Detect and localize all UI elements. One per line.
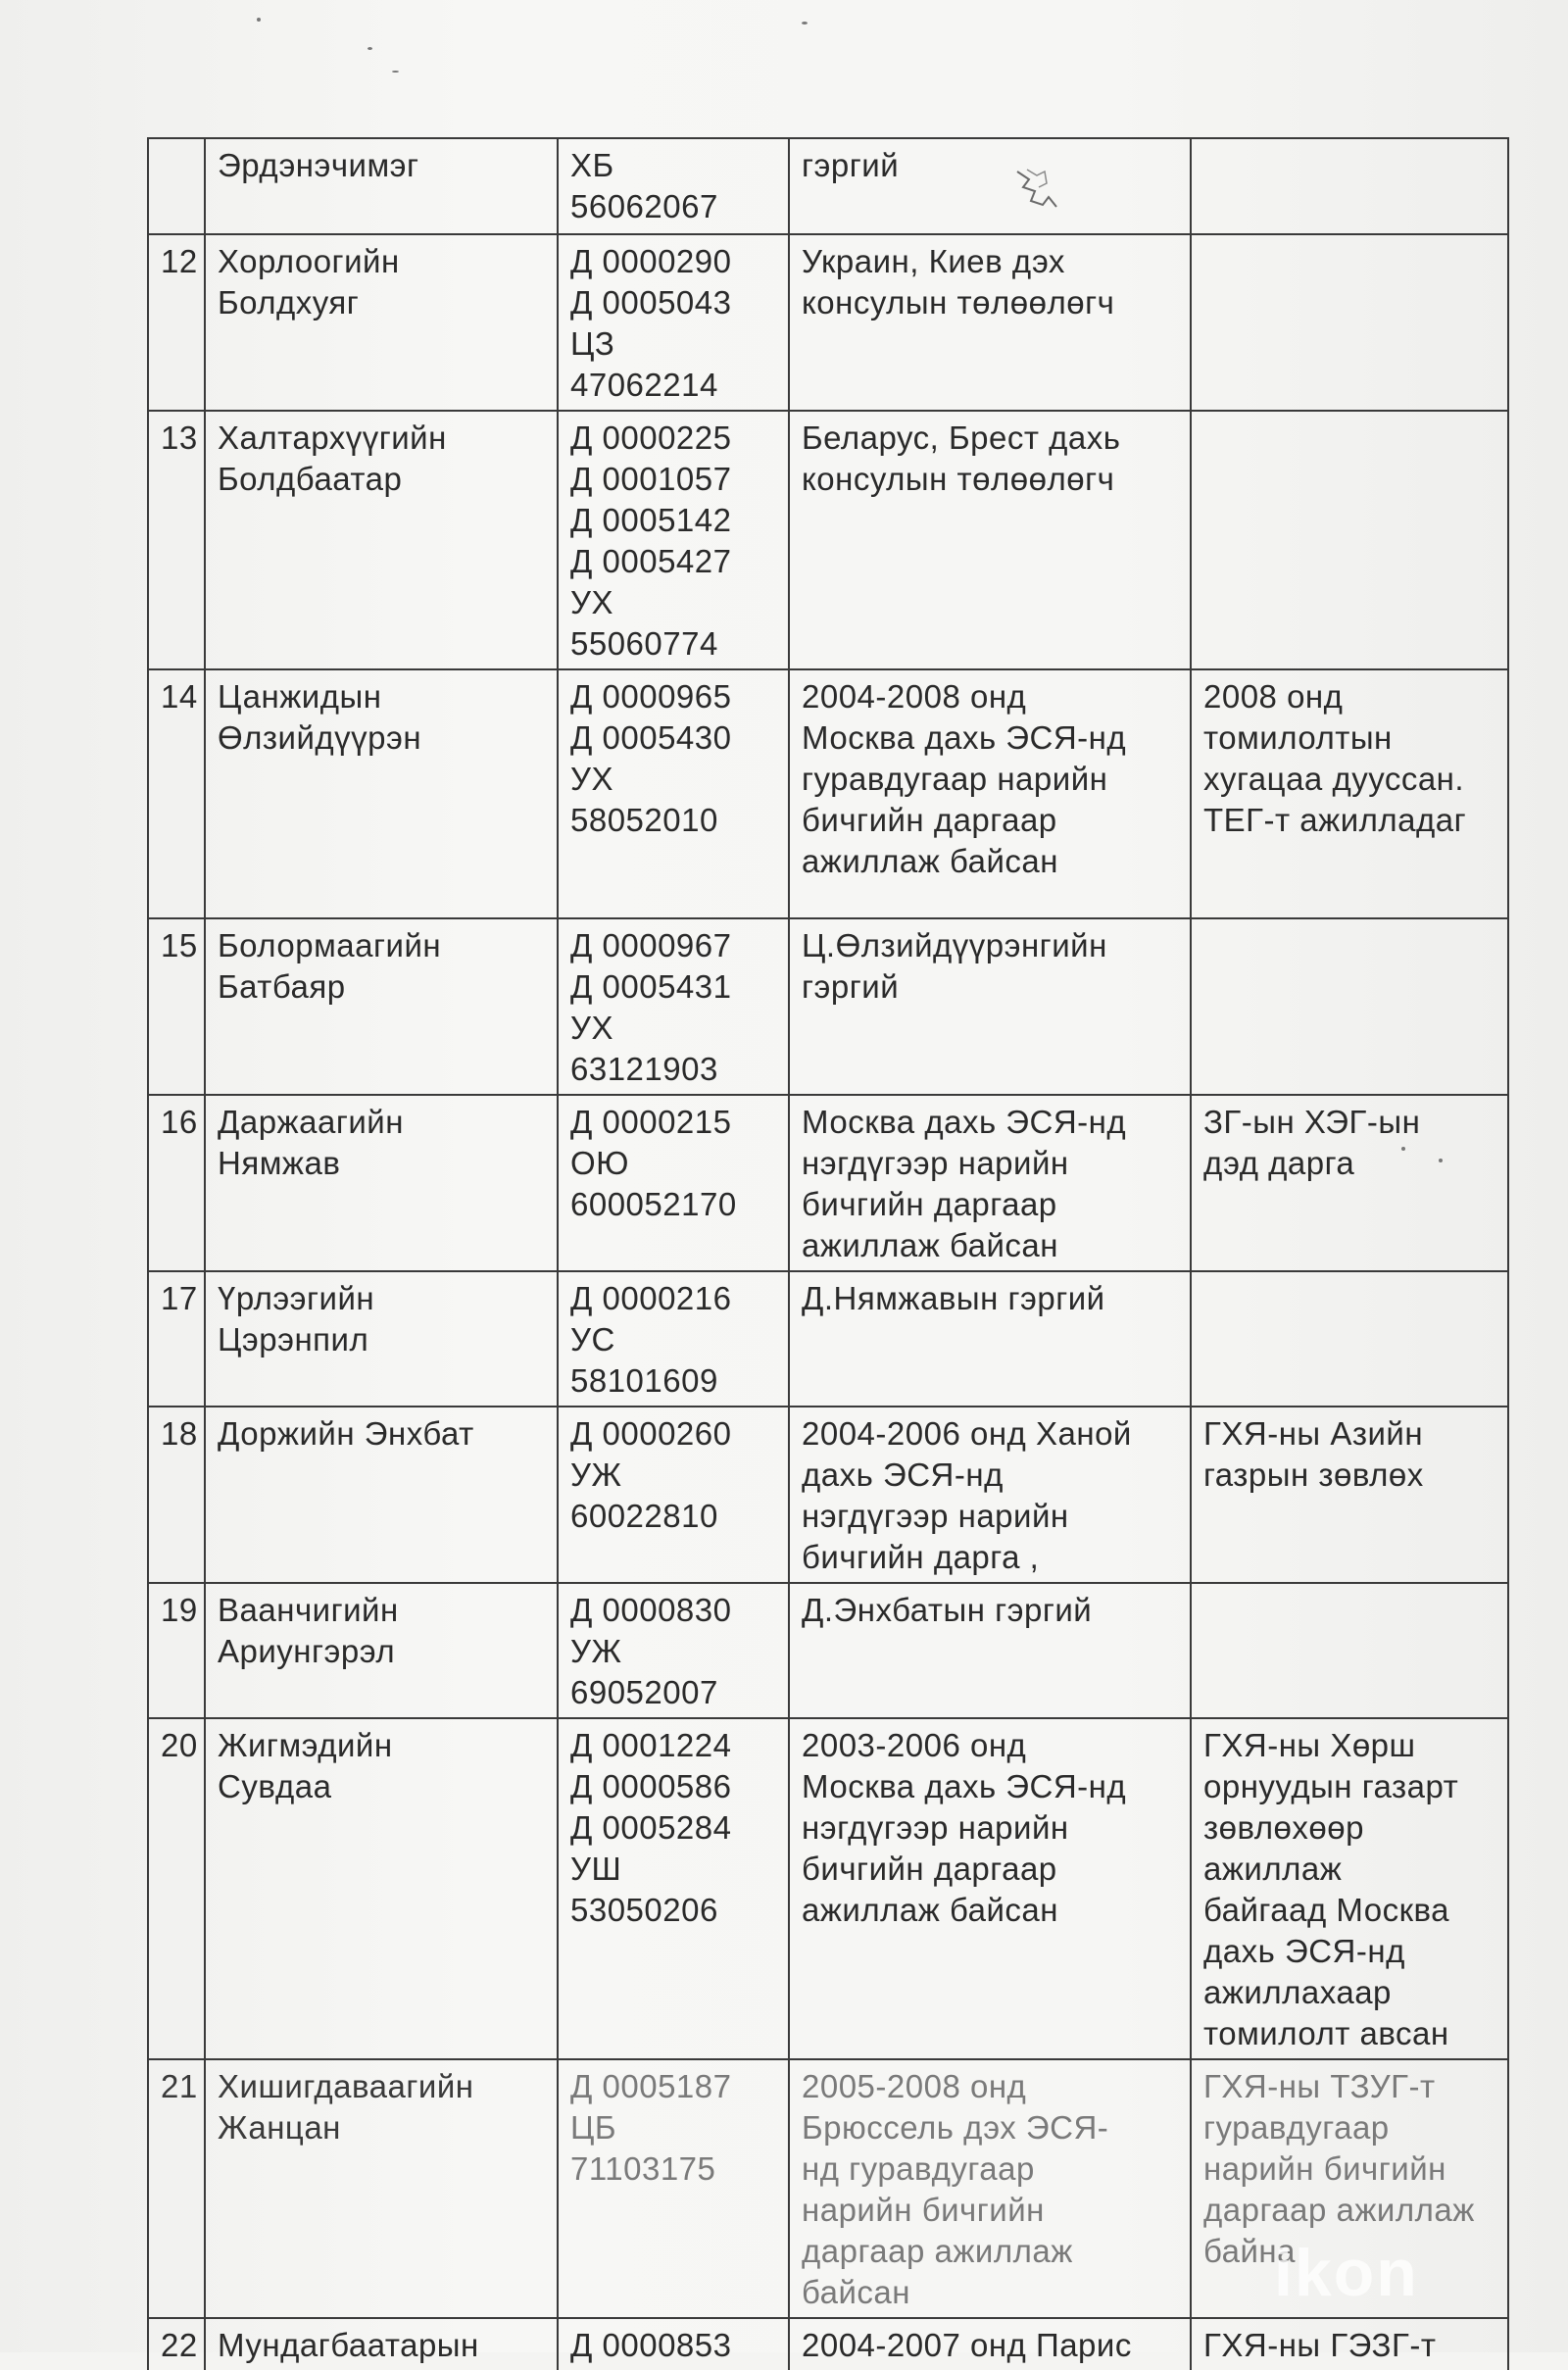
row-number-cell xyxy=(148,411,205,669)
cell-text-line: ажиллаж байсан xyxy=(802,843,1058,879)
position-cell xyxy=(789,1095,1191,1271)
cell-text-line: 47062214 xyxy=(570,367,718,403)
cell-text-line: Москва дахь ЭСЯ-нд xyxy=(802,1768,1127,1804)
cell-text-line: гэргий xyxy=(802,147,900,183)
cell-text-line: Цанжидын xyxy=(218,678,382,715)
cell-text-line: УЖ xyxy=(570,1457,622,1493)
cell-text-line: Д 0005284 xyxy=(570,1809,732,1846)
scan-speck xyxy=(392,71,399,73)
cell-text-line: ТЕГ-т ажилладаг xyxy=(1203,802,1467,838)
document-number-cell xyxy=(558,1271,789,1407)
cell-text-line: Нямжав xyxy=(218,1145,341,1181)
note-cell xyxy=(1191,234,1508,411)
cell-text-line: Жигмэдийн xyxy=(218,1727,393,1763)
document-number-cell xyxy=(558,1583,789,1718)
cell-text-line: зөвлөхөөр xyxy=(1203,1809,1364,1846)
cell-text-line: 58052010 xyxy=(570,802,718,838)
cell-text-line: УС xyxy=(570,1321,615,1358)
cell-text-line: Халтархүүгийн xyxy=(218,420,447,456)
cell-text-line: Д 0001224 xyxy=(570,1727,732,1763)
cell-text-line: Батбаяр xyxy=(218,968,346,1005)
note-cell xyxy=(1191,2318,1508,2370)
cell-text-line: 58101609 xyxy=(570,1362,718,1399)
cell-text-line: 15 xyxy=(161,927,198,963)
cell-text-line: ажиллахаар xyxy=(1203,1974,1392,2010)
cell-text-line: Д 0000967 xyxy=(570,927,732,963)
cell-text-line: даргаар ажиллаж xyxy=(1203,2192,1475,2228)
cell-text-line: Д.Нямжавын гэргий xyxy=(802,1280,1105,1316)
document-number-cell xyxy=(558,2059,789,2318)
position-cell xyxy=(789,138,1191,234)
cell-text-line: 2004-2006 онд Ханой xyxy=(802,1415,1132,1452)
row-number-cell xyxy=(148,918,205,1095)
cell-text-line: нэгдүгээр нарийн xyxy=(802,1809,1069,1846)
cell-text-line: Д 0005427 xyxy=(570,543,732,579)
cell-text-line: 71103175 xyxy=(570,2150,716,2187)
cell-text-line: 2005-2008 онд xyxy=(802,2068,1027,2104)
cell-text-line: Москва дахь ЭСЯ-нд xyxy=(802,719,1127,756)
cell-text-line: Д 0005431 xyxy=(570,968,732,1005)
cell-text-line: дахь ЭСЯ-нд xyxy=(802,1457,1004,1493)
cell-text-line: нэгдүгээр нарийн xyxy=(802,1498,1069,1534)
cell-text-line: Хишигдаваагийн xyxy=(218,2068,474,2104)
cell-text-line: Д 0000830 xyxy=(570,1592,732,1628)
note-cell xyxy=(1191,1718,1508,2059)
scan-speck xyxy=(257,18,261,22)
cell-text-line: Хорлоогийн xyxy=(218,243,400,279)
name-cell xyxy=(205,138,558,234)
scan-speck xyxy=(802,22,808,25)
position-cell xyxy=(789,2059,1191,2318)
cell-text-line: Д 0001057 xyxy=(570,461,732,497)
position-cell xyxy=(789,918,1191,1095)
row-number-cell xyxy=(148,1407,205,1583)
name-cell xyxy=(205,1271,558,1407)
table-row xyxy=(148,234,1508,411)
cell-text-line: Сувдаа xyxy=(218,1768,332,1804)
cell-text-line: 69052007 xyxy=(570,1674,718,1710)
cell-text-line: УХ xyxy=(570,584,613,620)
cell-text-line: ЦБ xyxy=(570,2109,617,2146)
position-cell xyxy=(789,2318,1191,2370)
cell-text-line: Брюссель дэх ЭСЯ- xyxy=(802,2109,1109,2146)
cell-text-line: Өлзийдүүрэн xyxy=(218,719,422,756)
cell-text-line: 18 xyxy=(161,1415,198,1452)
table-row xyxy=(148,1271,1508,1407)
cell-text-line: орнуудын газарт xyxy=(1203,1768,1459,1804)
cell-text-line: томилолтын xyxy=(1203,719,1393,756)
cell-text-line: томилолт авсан xyxy=(1203,2015,1449,2051)
note-cell xyxy=(1191,138,1508,234)
cell-text-line: нарийн бичгийн xyxy=(1203,2150,1446,2187)
cell-text-line: ГХЯ-ны Азийн xyxy=(1203,1415,1424,1452)
cell-text-line: 63121903 xyxy=(570,1051,718,1087)
cell-text-line: Ц.Өлзийдүүрэнгийн xyxy=(802,927,1107,963)
note-cell xyxy=(1191,1095,1508,1271)
note-cell xyxy=(1191,1271,1508,1407)
cell-text-line: 55060774 xyxy=(570,625,718,662)
document-number-cell xyxy=(558,669,789,918)
cell-text-line: нарийн бичгийн xyxy=(802,2192,1045,2228)
position-cell xyxy=(789,234,1191,411)
document-number-cell xyxy=(558,1718,789,2059)
cell-text-line: 60022810 xyxy=(570,1498,718,1534)
cell-text-line: ажиллаж xyxy=(1203,1851,1343,1887)
cell-text-line: Д 0000965 xyxy=(570,678,732,715)
cell-text-line: ГХЯ-ны ГЭЗГ-т xyxy=(1203,2327,1437,2363)
name-cell xyxy=(205,234,558,411)
cell-text-line: 2004-2008 онд xyxy=(802,678,1027,715)
cell-text-line: 16 xyxy=(161,1104,198,1140)
table-row xyxy=(148,138,1508,234)
row-number-cell xyxy=(148,2318,205,2370)
document-number-cell xyxy=(558,2318,789,2370)
cell-text-line: Д 0000290 xyxy=(570,243,732,279)
cell-text-line: бичгийн даргаар xyxy=(802,802,1057,838)
cell-text-line: УЖ xyxy=(570,1633,622,1669)
name-cell xyxy=(205,2059,558,2318)
table-row xyxy=(148,1095,1508,1271)
table-row xyxy=(148,1407,1508,1583)
cell-text-line: УХ xyxy=(570,1010,613,1046)
name-cell xyxy=(205,1407,558,1583)
cell-text-line: Д 0000853 xyxy=(570,2327,732,2363)
document-number-cell xyxy=(558,411,789,669)
name-cell xyxy=(205,669,558,918)
cell-text-line: Болормаагийн xyxy=(218,927,442,963)
table-row xyxy=(148,2318,1508,2370)
cell-text-line: 21 xyxy=(161,2068,198,2104)
table-row xyxy=(148,918,1508,1095)
cell-text-line: ХБ xyxy=(570,147,614,183)
cell-text-line: даргаар ажиллаж xyxy=(802,2233,1073,2269)
cell-text-line: Д 0000260 xyxy=(570,1415,732,1452)
cell-text-line: 2003-2006 онд xyxy=(802,1727,1027,1763)
cell-text-line: 12 xyxy=(161,243,198,279)
note-cell xyxy=(1191,1407,1508,1583)
cell-text-line: ГХЯ-ны ТЗУГ-т xyxy=(1203,2068,1436,2104)
cell-text-line: Д 0005043 xyxy=(570,284,732,321)
cell-text-line: Даржаагийн xyxy=(218,1104,404,1140)
row-number-cell xyxy=(148,2059,205,2318)
cell-text-line: 13 xyxy=(161,420,198,456)
name-cell xyxy=(205,1718,558,2059)
note-cell xyxy=(1191,669,1508,918)
cell-text-line: ГХЯ-ны Хөрш xyxy=(1203,1727,1416,1763)
position-cell xyxy=(789,669,1191,918)
cell-text-line: 2004-2007 онд Парис xyxy=(802,2327,1132,2363)
cell-text-line: ЦЗ xyxy=(570,325,615,362)
cell-text-line: дахь ЭСЯ-нд xyxy=(1203,1933,1405,1969)
document-number-cell xyxy=(558,234,789,411)
cell-text-line: ажиллаж байсан xyxy=(802,1227,1058,1263)
cell-text-line: Д 0005187 xyxy=(570,2068,732,2104)
cell-text-line: 20 xyxy=(161,1727,198,1763)
cell-text-line: 53050206 xyxy=(570,1892,718,1928)
cell-text-line: УШ xyxy=(570,1851,622,1887)
cell-text-line: 19 xyxy=(161,1592,198,1628)
cell-text-line: 600052170 xyxy=(570,1186,737,1222)
cell-text-line: байгаад Москва xyxy=(1203,1892,1450,1928)
cell-text-line: газрын зөвлөх xyxy=(1203,1457,1424,1493)
cell-text-line: гэргий xyxy=(802,968,900,1005)
table-row xyxy=(148,1583,1508,1718)
cell-text-line: бичгийн даргаар xyxy=(802,1186,1057,1222)
document-number-cell xyxy=(558,918,789,1095)
cell-text-line: Д 0000215 xyxy=(570,1104,732,1140)
cell-text-line: хугацаа дууссан. xyxy=(1203,761,1465,797)
cell-text-line: Д 0000225 xyxy=(570,420,732,456)
cell-text-line: Д.Энхбатын гэргий xyxy=(802,1592,1093,1628)
cell-text-line: ЗГ-ын ХЭГ-ын xyxy=(1203,1104,1421,1140)
cell-text-line: Д 0005430 xyxy=(570,719,732,756)
row-number-cell xyxy=(148,1583,205,1718)
row-number-cell xyxy=(148,138,205,234)
table-row xyxy=(148,669,1508,918)
name-cell xyxy=(205,1583,558,1718)
cell-text-line: Ваанчигийн xyxy=(218,1592,399,1628)
cell-text-line: гуравдугаар нарийн xyxy=(802,761,1108,797)
cell-text-line: бичгийн даргаар xyxy=(802,1851,1057,1887)
cell-text-line: УХ xyxy=(570,761,613,797)
position-cell xyxy=(789,1271,1191,1407)
ikon-watermark: ikon xyxy=(1274,2236,1419,2310)
cell-text-line: байсан xyxy=(802,2274,911,2310)
cell-text-line: Д 0005142 xyxy=(570,502,732,538)
cell-text-line: Украин, Киев дэх xyxy=(802,243,1065,279)
row-number-cell xyxy=(148,1271,205,1407)
document-number-cell xyxy=(558,1095,789,1271)
position-cell xyxy=(789,1583,1191,1718)
cell-text-line: 17 xyxy=(161,1280,198,1316)
row-number-cell xyxy=(148,234,205,411)
cell-text-line: Жанцан xyxy=(218,2109,341,2146)
cell-text-line: 56062067 xyxy=(570,188,718,224)
cell-text-line: бичгийн дарга , xyxy=(802,1539,1040,1575)
note-cell xyxy=(1191,918,1508,1095)
cell-text-line: Беларус, Брест дахь xyxy=(802,420,1121,456)
cell-text-line: Доржийн Энхбат xyxy=(218,1415,474,1452)
personnel-table xyxy=(147,137,1509,2370)
cell-text-line: Мундагбаатарын xyxy=(218,2327,479,2363)
position-cell xyxy=(789,1718,1191,2059)
position-cell xyxy=(789,1407,1191,1583)
cell-text-line: Цэрэнпил xyxy=(218,1321,369,1358)
cell-text-line: Болдхуяг xyxy=(218,284,360,321)
cell-text-line: Д 0000216 xyxy=(570,1280,732,1316)
cell-text-line: нд гуравдугаар xyxy=(802,2150,1035,2187)
table-row xyxy=(148,411,1508,669)
cell-text-line: Москва дахь ЭСЯ-нд xyxy=(802,1104,1127,1140)
cell-text-line: байна xyxy=(1203,2233,1297,2269)
position-cell xyxy=(789,411,1191,669)
cell-text-line: Д 0000586 xyxy=(570,1768,732,1804)
table-row xyxy=(148,1718,1508,2059)
cell-text-line: Болдбаатар xyxy=(218,461,403,497)
cell-text-line: гуравдугаар xyxy=(1203,2109,1390,2146)
row-number-cell xyxy=(148,669,205,918)
cell-text-line: дэд дарга xyxy=(1203,1145,1355,1181)
name-cell xyxy=(205,2318,558,2370)
cell-text-line: ажиллаж байсан xyxy=(802,1892,1058,1928)
document-number-cell xyxy=(558,138,789,234)
cell-text-line: 2008 онд xyxy=(1203,678,1344,715)
cell-text-line: 14 xyxy=(161,678,198,715)
cell-text-line: нэгдүгээр нарийн xyxy=(802,1145,1069,1181)
document-number-cell xyxy=(558,1407,789,1583)
cell-text-line: консулын төлөөлөгч xyxy=(802,284,1115,321)
note-cell xyxy=(1191,1583,1508,1718)
name-cell xyxy=(205,918,558,1095)
name-cell xyxy=(205,411,558,669)
cell-text-line: ОЮ xyxy=(570,1145,630,1181)
cell-text-line: Үрлээгийн xyxy=(218,1280,375,1316)
cell-text-line: консулын төлөөлөгч xyxy=(802,461,1115,497)
row-number-cell xyxy=(148,1095,205,1271)
cell-text-line: 22 xyxy=(161,2327,198,2363)
cell-text-line: Ариунгэрэл xyxy=(218,1633,396,1669)
note-cell xyxy=(1191,411,1508,669)
name-cell xyxy=(205,1095,558,1271)
cell-text-line: Эрдэнэчимэг xyxy=(218,147,419,183)
row-number-cell xyxy=(148,1718,205,2059)
scan-speck xyxy=(368,47,372,50)
